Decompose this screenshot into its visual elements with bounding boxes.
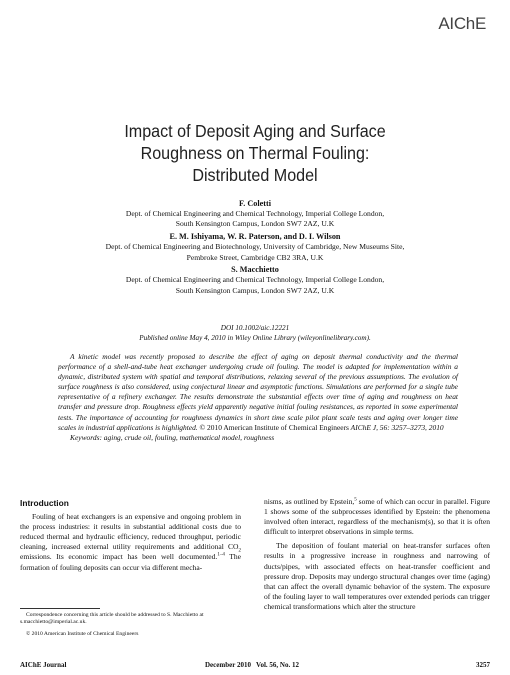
author-name: E. M. Ishiyama, W. R. Paterson, and D. I. Wilson [169,232,341,242]
author-affiliation: Dept. of Chemical Engineering and Chemical Technology, Imperial College London, [125,209,385,219]
paragraph: Fouling of heat exchangers is an expensive and ongoing problem in the process industries: it results in substantial additional costs due to reduced thermal and hydraulic efficiency, reduced throughput, periodic cleaning, increased external utility requirements and additional $CO_2$ emissions. Its economic impact has been well documented.$^{1-4}$ The formation of fouling deposits can occur via different mecha- [20,512,242,572]
author-name: F. Coletti [239,199,271,208]
abstract-copyright: © 2010 American Institute of Chemical Engineers [199,422,349,432]
author-affiliation: Dept. of Chemical Engineering and Biotechnology, University of Cambridge, New Museums Site, [105,242,405,252]
author-affiliation: Pembroke Street, Cambridge CB2 3RA, U.K [186,252,324,262]
publication-info [40,323,470,343]
copyright-note: © 2010 American Institute of Chemical Engineers [26,631,139,637]
title-line: Impact of Deposit Aging and Surface [124,121,386,141]
published-online: Published online May 4, 2010 in Wiley Online Library (wileyonlinelibrary.com). [139,334,371,342]
column-right [264,497,490,612]
footer-journal: AIChE Journal [20,661,67,669]
abstract-citation: AIChE J, 56: 3257–3273, 2010 [350,422,444,432]
paper-title [57,120,453,186]
abstract [58,352,458,443]
footnotes [20,612,241,643]
author-affiliation: South Kensington Campus, London SW7 2AZ, U.K [175,219,335,229]
footer-issue: December 2010 Vol. 56, No. 12 [205,661,299,669]
page-number: 3257 [476,661,490,669]
doi-link[interactable]: DOI 10.1002/aic.12221 [220,324,290,332]
citation-ref[interactable]: 5 [354,497,357,503]
author-block [40,265,470,296]
title-line: Roughness on Thermal Fouling: [140,143,370,163]
author-list [40,199,470,298]
column-left [20,497,241,573]
author-block [40,199,470,230]
author-affiliation: Dept. of Chemical Engineering and Chemical Technology, Imperial College London, [125,275,385,285]
author-block [40,232,470,263]
abstract-text: A kinetic model was recently proposed to describe the effect of aging on deposit thermal conductivity and the thermal performance of a shell-and-tube heat exchanger undergoing crude oil fouling. The model is adapted for implementation within a dynamic, distributed system with spatial and temporal distributions, relaxing several of the previous assumptions. The evolution of surface roughness is also considered, using conjectural linear and asymptotic functions. Simulations are performed for a single tube representative of a refinery exchanger. The results demonstrate the substantial effects over time of aging and roughness on heat transfer and pressure drop. Roughness effects yield apparently negative initial fouling resistances, as reported in some experimental tests. The importance of accounting for roughness dynamics in short time scale pilot plant scale tests and aging over longer time scales in industrial applications is highlighted. [58,352,458,432]
keywords: Keywords: aging, crude oil, fouling, mathematical model, roughness [70,432,275,442]
section-heading: Introduction [20,498,69,508]
correspondence-note: Correspondence concerning this article should be addressed to S. Macchietto at s.macchietto@imperial.ac.uk. [20,612,204,625]
footnote-divider [20,608,100,609]
aiche-logo: AIChE [438,14,486,33]
paragraph: nisms, as outlined by Epstein,$^5$ some of which can occur in parallel. Figure 1 shows some of the subprocesses identified by Epstein: the phenomena involved often interact, regardless of the mechanism(s), so that it is often difficult to interpret observations in simple terms. [264,497,490,537]
paragraph: The deposition of foulant material on heat-transfer surfaces often results in a progressive increase in roughness and narrowing of ducts/pipes, with associated effects on heat-transfer coefficient and pressure drop. Deposits may undergo structural changes over time (aging) that can affect the overall dynamic behavior of the system. The exposure of the fouling layer to wall temperatures over extended periods can trigger chemical transformations which alter the structure [264,541,490,611]
author-name: S. Macchietto [231,265,279,275]
citation-ref[interactable]: 1–4 [217,552,225,558]
author-affiliation: South Kensington Campus, London SW7 2AZ, U.K [175,285,335,295]
title-line: Distributed Model [192,165,318,185]
